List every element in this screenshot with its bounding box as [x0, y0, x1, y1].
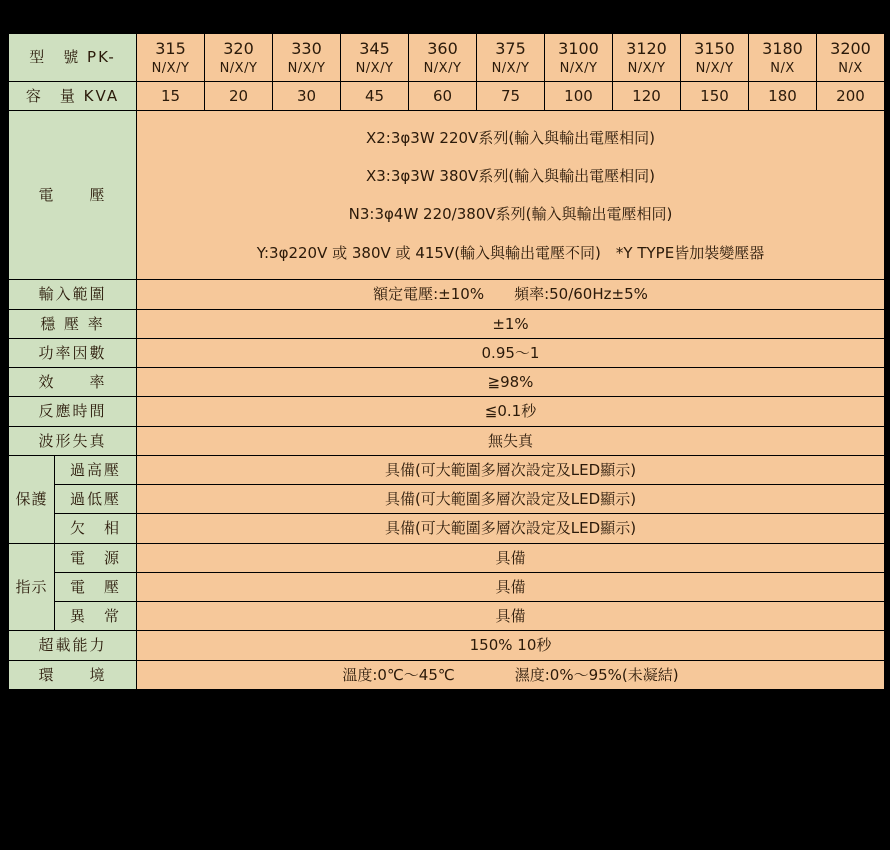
- row-value-overload: 150% 10秒: [137, 631, 885, 660]
- group-label-indication: [9, 543, 55, 631]
- row-value-waveform-distortion: 無失真: [137, 426, 885, 455]
- model-number: 315: [155, 39, 186, 58]
- row-label-response-time: 反應時間: [9, 397, 137, 426]
- row-label-voltage: 電 壓: [9, 111, 137, 280]
- table-row-protection-phase-loss: [9, 514, 885, 543]
- row-value-environment: 溫度:0℃～45℃ 濕度:0%～95%(未凝結): [137, 660, 885, 689]
- model-cell: [137, 34, 205, 82]
- table-row-voltage: [9, 111, 885, 280]
- table-row-overload: [9, 631, 885, 660]
- row-value-indication-abnormal: 具備: [137, 602, 885, 631]
- sub-label-power: 電 源: [55, 543, 137, 572]
- row-label-capacity: 容 量 KVA: [9, 82, 137, 111]
- table-row-capacity: [9, 82, 885, 111]
- sub-label-voltage: 電 壓: [55, 572, 137, 601]
- sub-label-under-voltage: 過低壓: [55, 485, 137, 514]
- voltage-line: N3:3φ4W 220/380V系列(輸入與輸出電壓相同): [348, 205, 673, 224]
- row-label-input-range: 輸入範圍: [9, 280, 137, 309]
- table-row-power-factor: [9, 338, 885, 367]
- table-row-waveform-distortion: [9, 426, 885, 455]
- row-label-environment: 環 境: [9, 660, 137, 689]
- model-cell: [409, 34, 477, 82]
- model-cell: [273, 34, 341, 82]
- row-value-power-factor: 0.95～1: [137, 338, 885, 367]
- model-number: 345: [359, 39, 390, 58]
- row-value-indication-voltage: 具備: [137, 572, 885, 601]
- model-variant: N/X/Y: [423, 60, 462, 76]
- model-cell: [817, 34, 885, 82]
- model-variant: N/X/Y: [219, 60, 258, 76]
- capacity-cell: 20: [205, 82, 273, 111]
- model-variant: N/X: [838, 60, 863, 76]
- row-value-indication-power: 具備: [137, 543, 885, 572]
- table-row-efficiency: [9, 368, 885, 397]
- capacity-cell: 45: [341, 82, 409, 111]
- row-label-regulation: 穩 壓 率: [9, 309, 137, 338]
- capacity-cell: 75: [477, 82, 545, 111]
- model-variant: N/X/Y: [287, 60, 326, 76]
- model-number: 320: [223, 39, 254, 58]
- capacity-cell: 15: [137, 82, 205, 111]
- model-variant: N/X/Y: [627, 60, 666, 76]
- voltage-line: X2:3φ3W 220V系列(輸入與輸出電壓相同): [365, 128, 656, 147]
- row-label-overload: 超載能力: [9, 631, 137, 660]
- model-cell: [749, 34, 817, 82]
- row-value-under-voltage: 具備(可大範圍多層次設定及LED顯示): [137, 485, 885, 514]
- table-row-protection-under-voltage: [9, 485, 885, 514]
- row-value-efficiency: ≧98%: [137, 368, 885, 397]
- model-variant: N/X/Y: [151, 60, 190, 76]
- model-number: 330: [291, 39, 322, 58]
- model-variant: N/X/Y: [355, 60, 394, 76]
- voltage-line: X3:3φ3W 380V系列(輸入與輸出電壓相同): [365, 167, 656, 186]
- row-label-efficiency: 效 率: [9, 368, 137, 397]
- table-row-indication-power: [9, 543, 885, 572]
- model-number: 375: [495, 39, 526, 58]
- row-value-response-time: ≦0.1秒: [137, 397, 885, 426]
- group-label-protection-text: 保護: [15, 490, 48, 509]
- row-label-power-factor: 功率因數: [9, 338, 137, 367]
- row-value-regulation: ±1%: [137, 309, 885, 338]
- table-row-indication-voltage: [9, 572, 885, 601]
- sub-label-over-voltage: 過高壓: [55, 455, 137, 484]
- specification-table: [8, 33, 885, 690]
- capacity-cell: 100: [545, 82, 613, 111]
- capacity-cell: 200: [817, 82, 885, 111]
- capacity-cell: 180: [749, 82, 817, 111]
- model-cell: [477, 34, 545, 82]
- table-row-model: [9, 34, 885, 82]
- capacity-cell: 120: [613, 82, 681, 111]
- row-value-input-range: 額定電壓:±10% 頻率:50/60Hz±5%: [137, 280, 885, 309]
- row-value-phase-loss: 具備(可大範圍多層次設定及LED顯示): [137, 514, 885, 543]
- model-variant: N/X/Y: [695, 60, 734, 76]
- sub-label-abnormal: 異 常: [55, 602, 137, 631]
- model-number: 3200: [830, 39, 871, 58]
- capacity-cell: 30: [273, 82, 341, 111]
- model-variant: N/X/Y: [559, 60, 598, 76]
- row-value-over-voltage: 具備(可大範圍多層次設定及LED顯示): [137, 455, 885, 484]
- model-number: 3180: [762, 39, 803, 58]
- group-label-protection: [9, 455, 55, 543]
- table-row-response-time: [9, 397, 885, 426]
- model-variant: N/X/Y: [491, 60, 530, 76]
- model-number: 360: [427, 39, 458, 58]
- model-cell: [205, 34, 273, 82]
- model-number: 3120: [626, 39, 667, 58]
- table-row-regulation: [9, 309, 885, 338]
- model-cell: [613, 34, 681, 82]
- group-label-indication-text: 指示: [15, 577, 48, 596]
- row-label-model: 型 號 PK-: [9, 34, 137, 82]
- table-row-protection-over-voltage: [9, 455, 885, 484]
- model-variant: N/X: [770, 60, 795, 76]
- voltage-line: Y:3φ220V 或 380V 或 415V(輸入與輸出電壓不同) *Y TYPE皆加裝變壓器: [256, 243, 765, 262]
- model-cell: [681, 34, 749, 82]
- table-row-input-range: [9, 280, 885, 309]
- table-row-indication-abnormal: [9, 602, 885, 631]
- table-row-environment: [9, 660, 885, 689]
- model-cell: [545, 34, 613, 82]
- model-number: 3150: [694, 39, 735, 58]
- model-cell: [341, 34, 409, 82]
- model-number: 3100: [558, 39, 599, 58]
- capacity-cell: 150: [681, 82, 749, 111]
- sub-label-phase-loss: 欠 相: [55, 514, 137, 543]
- voltage-description: [137, 111, 885, 280]
- row-label-waveform-distortion: 波形失真: [9, 426, 137, 455]
- capacity-cell: 60: [409, 82, 477, 111]
